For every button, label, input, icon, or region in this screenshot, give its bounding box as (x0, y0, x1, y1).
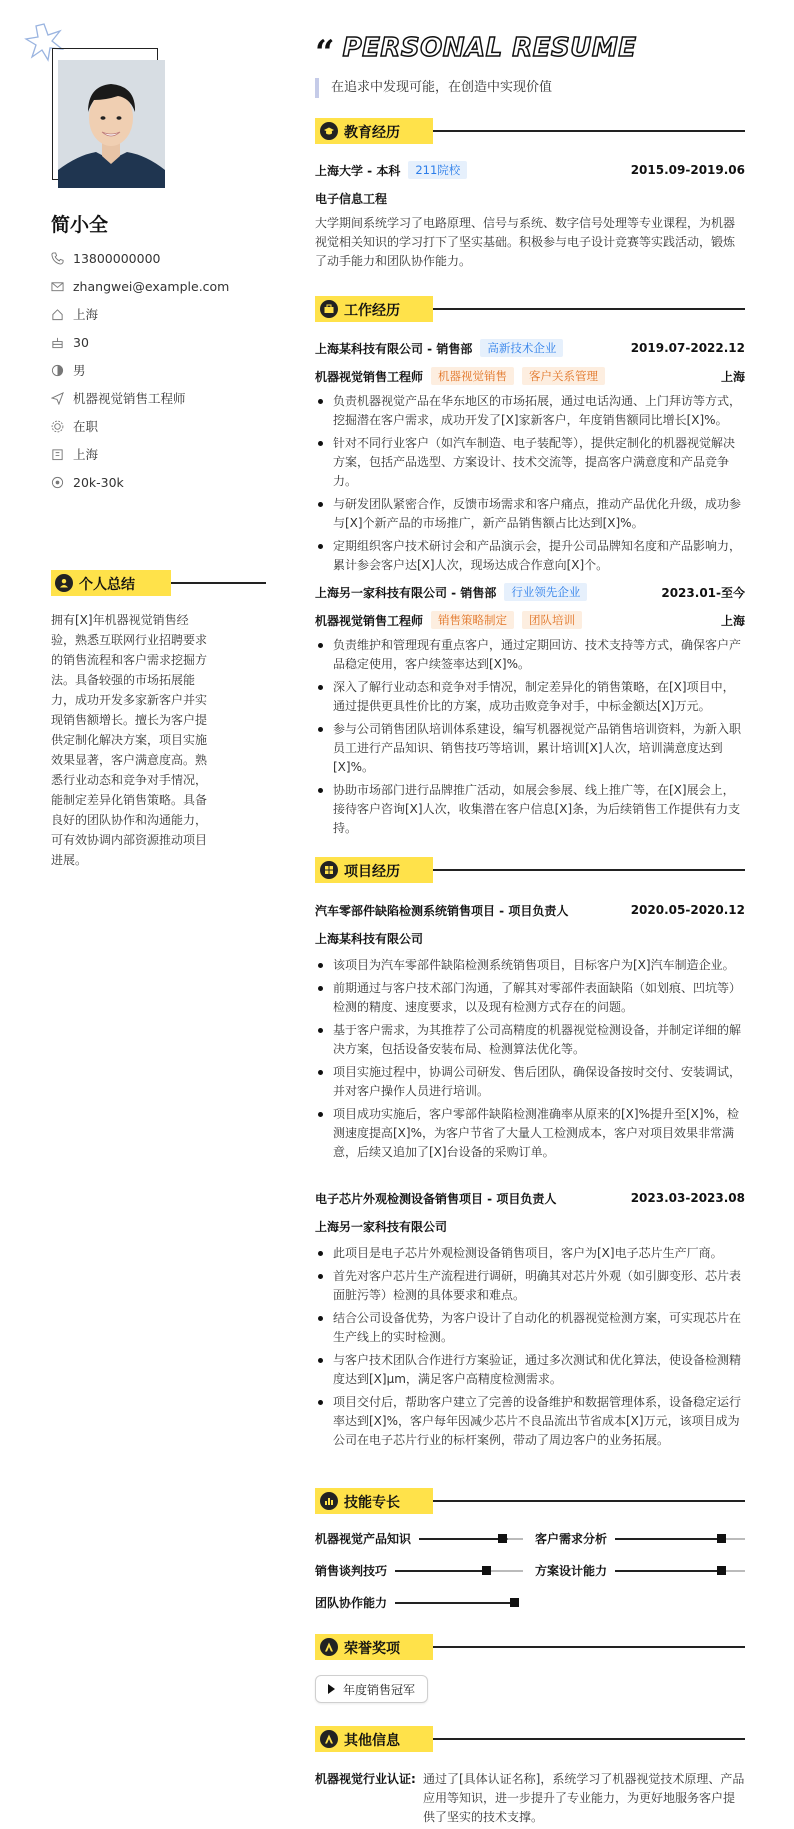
list-item: 参与公司销售团队培训体系建设，编写机器视觉产品销售培训资料，为新入职员工进行产品知识、销售技巧等培训，累计培训[X]人次，培训满意度达到[X]%。 (315, 720, 745, 777)
project-1-date: 2020.05-2020.12 (630, 903, 745, 917)
list-item: 项目成功实施后，客户零部件缺陷检测准确率从原来的[X]%提升至[X]%，检测速度提高[X]%，为客户节省了大量人工检测成本，客户对项目效果非常满意，后续又追加了[X]台设备的采购订单。 (315, 1105, 745, 1162)
education-school: 上海大学 - 本科 (315, 163, 401, 178)
skill-name: 客户需求分析 (535, 1532, 608, 1546)
list-item: 该项目为汽车零部件缺陷检测系统销售项目，目标客户为[X]汽车制造企业。 (315, 956, 745, 975)
other-section-header (315, 1726, 745, 1752)
job-1-date: 2019.07-2022.12 (630, 341, 745, 355)
other-title: 其他信息 (344, 1733, 400, 1749)
skill-knob (510, 1598, 519, 1607)
job-2-company: 上海另一家科技有限公司 - 销售部 (315, 585, 497, 600)
info-phone-value: 13800000000 (73, 250, 161, 266)
cake-icon (51, 336, 64, 349)
job-2-bullets (315, 636, 745, 842)
skill-bar (615, 1538, 745, 1540)
info-salary-value: 20k-30k (73, 474, 124, 490)
slogan: 在追求中发现可能，在创造中实现价值 (315, 78, 552, 98)
info-age-value: 30 (73, 334, 89, 350)
projects-section-header (315, 857, 745, 883)
info-job-target-value: 机器视觉销售工程师 (73, 391, 186, 406)
info-hometown-value: 上海 (73, 307, 99, 322)
job-1-role-tag: 客户关系管理 (522, 367, 605, 385)
summary-title: 个人总结 (79, 577, 135, 593)
honors-title: 荣誉奖项 (344, 1641, 400, 1657)
project-2-company-row (315, 1216, 745, 1236)
candidate-name: 简小全 (51, 214, 109, 236)
award-icon (320, 1638, 338, 1656)
list-item: 此项目是电子芯片外观检测设备销售项目，客户为[X]电子芯片生产厂商。 (315, 1244, 745, 1263)
project-1-row (315, 900, 745, 920)
project-1-company: 上海某科技有限公司 (315, 931, 424, 946)
project-1-company-row (315, 928, 745, 948)
send-icon (51, 392, 64, 405)
education-date: 2015.09-2019.06 (630, 163, 745, 177)
list-item: 基于客户需求，为其推荐了公司高精度的机器视觉检测设备，并制定详细的解决方案，包括设备安装布局、检测算法优化等。 (315, 1021, 745, 1059)
graduation-cap-icon (320, 122, 338, 140)
contact-info-list (51, 244, 229, 496)
info-age (51, 328, 229, 356)
project-1-name: 汽车零部件缺陷检测系统销售项目 - 项目负责人 (315, 903, 569, 918)
home-icon (51, 308, 64, 321)
list-item: 负责维护和管理现有重点客户，通过定期回访、技术支持等方式，确保客户产品稳定使用，客户续签率达到[X]%。 (315, 636, 745, 674)
job-1-role-tag: 机器视觉销售 (431, 367, 514, 385)
quote-mark: “ (315, 33, 335, 73)
list-item: 协助市场部门进行品牌推广活动，如展会参展、线上推广等，在[X]展会上，接待客户咨询[X]人次，收集潜在客户信息[X]条，为后续销售工作提供有力支持。 (315, 781, 745, 838)
list-item: 负责机器视觉产品在华东地区的市场拓展，通过电话沟通、上门拜访等方式，挖掘潜在客户需求，成功开发了[X]家新客户，年度销售额同比增长[X]%。 (315, 392, 745, 430)
summary-text: 拥有[X]年机器视觉销售经验，熟悉互联网行业招聘要求的销售流程和客户需求挖掘方法。具备较强的市场拓展能力，成功开发多家新客户并实现销售额增长。擅长为客户提供定制化解决方案，项目实施效果显著，客户满意度高。熟悉行业动态和竞争对手情况，能制定差异化销售策略。具备良好的团队协作和沟通能力，可有效协调内部资源推动项目进展。 (51, 613, 208, 867)
status-icon (51, 420, 64, 433)
list-item: 针对不同行业客户（如汽车制造、电子装配等），提供定制化的机器视觉解决方案，包括产品选型、方案设计、技术交流等，提高客户满意度和产品竞争力。 (315, 434, 745, 491)
education-desc: 大学期间系统学习了电路原理、信号与系统、数字信号处理等专业课程，为机器视觉相关知识的学习打下了坚实基础。积极参与电子设计竞赛等实践活动，锻炼了动手能力和团队协作能力。 (315, 216, 736, 268)
other-label: 机器视觉行业认证: (315, 1772, 416, 1786)
left-column (0, 0, 230, 1829)
job-1-company-row (315, 338, 745, 358)
list-item: 前期通过与客户技术部门沟通，了解其对零部件表面缺陷（如划痕、凹坑等）检测的精度、速度要求，以及现有检测方式存在的问题。 (315, 979, 745, 1017)
info-city-value: 上海 (73, 447, 99, 462)
info-icon (320, 1730, 338, 1748)
job-1-bullets (315, 392, 745, 579)
info-job-target (51, 384, 229, 412)
education-tag: 211院校 (408, 161, 467, 179)
honors-section-header (315, 1634, 745, 1660)
job-2-city: 上海 (720, 613, 745, 628)
skill-name: 团队协作能力 (315, 1596, 388, 1610)
other-info-row (315, 1770, 745, 1827)
education-section-header (315, 118, 745, 144)
info-status (51, 412, 229, 440)
job-2-company-row (315, 582, 745, 602)
list-item: 与客户技术团队合作进行方案验证，通过多次测试和优化算法，使设备检测精度达到[X]μm，满足客户高精度检测需求。 (315, 1351, 745, 1389)
job-2-role: 机器视觉销售工程师 (315, 613, 424, 628)
skill-row (535, 1530, 745, 1547)
skill-knob (717, 1534, 726, 1543)
job-2-date: 2023.01-至今 (661, 585, 745, 600)
summary-section-header (51, 570, 216, 596)
grid-icon (320, 861, 338, 879)
info-status-value: 在职 (73, 419, 99, 434)
education-row (315, 160, 745, 180)
project-2-bullets (315, 1244, 745, 1454)
list-item: 定期组织客户技术研讨会和产品演示会，提升公司品牌知名度和产品影响力，累计参会客户达[X]人次，现场达成合作意向[X]个。 (315, 537, 745, 575)
phone-icon (51, 252, 64, 265)
mail-icon (51, 280, 64, 293)
list-item: 首先对客户芯片生产流程进行调研，明确其对芯片外观（如引脚变形、芯片表面脏污等）检测的具体要求和难点。 (315, 1267, 745, 1305)
work-title: 工作经历 (344, 303, 400, 319)
info-gender (51, 356, 229, 384)
education-major: 电子信息工程 (315, 191, 388, 206)
list-item: 与研发团队紧密合作，反馈市场需求和客户痛点，推动产品优化升级，成功参与[X]个新产品的市场推广，新产品销售额占比达到[X]%。 (315, 495, 745, 533)
skill-bar (615, 1570, 745, 1572)
list-item: 深入了解行业动态和竞争对手情况，制定差异化的销售策略，在[X]项目中，通过提供更具性价比的方案，成功击败竞争对手，中标金额达[X]万元。 (315, 678, 745, 716)
info-email-value: zhangwei@example.com (73, 278, 230, 294)
skill-row (315, 1594, 519, 1611)
skill-bar (395, 1570, 523, 1572)
skill-knob (482, 1566, 491, 1575)
info-email (51, 272, 229, 300)
play-icon (328, 1684, 335, 1694)
skill-row (535, 1562, 745, 1579)
user-icon (55, 574, 73, 592)
skill-name: 机器视觉产品知识 (315, 1532, 412, 1546)
salary-icon (51, 476, 64, 489)
list-item: 项目实施过程中，协调公司研发、售后团队，确保设备按时交付、安装调试，并对客户操作人员进行培训。 (315, 1063, 745, 1101)
award-name: 年度销售冠军 (343, 1682, 416, 1697)
skill-knob (498, 1534, 507, 1543)
job-2-role-tag: 销售策略制定 (431, 611, 514, 629)
info-gender-value: 男 (73, 363, 86, 378)
skill-name: 销售谈判技巧 (315, 1564, 388, 1578)
award-chip (315, 1675, 428, 1703)
skill-bar (419, 1538, 523, 1540)
projects-title: 项目经历 (344, 864, 400, 880)
info-hometown (51, 300, 229, 328)
skill-bar (395, 1602, 519, 1604)
skills-title: 技能专长 (344, 1495, 400, 1511)
project-1-bullets (315, 956, 745, 1166)
skill-knob (717, 1566, 726, 1575)
list-item: 项目交付后，帮助客户建立了完善的设备维护和数据管理体系，设备稳定运行率达到[X]%，客户每年因减少芯片不良品流出节省成本[X]万元，该项目成为公司在电子芯片行业的标杆案例，带动了周边客户的业务拓展。 (315, 1393, 745, 1450)
project-2-name: 电子芯片外观检测设备销售项目 - 项目负责人 (315, 1191, 557, 1206)
job-1-role: 机器视觉销售工程师 (315, 369, 424, 384)
job-1-company-tag: 高新技术企业 (480, 339, 563, 357)
info-city (51, 440, 229, 468)
info-salary (51, 468, 229, 496)
education-title: 教育经历 (344, 125, 400, 141)
work-section-header (315, 296, 745, 322)
job-1-city: 上海 (720, 369, 745, 384)
location-icon (51, 448, 64, 461)
skill-name: 方案设计能力 (535, 1564, 608, 1578)
job-2-role-row (315, 610, 745, 630)
job-1-role-row (315, 366, 745, 386)
education-major-row (315, 188, 745, 208)
other-text: 通过了[具体认证名称]，系统学习了机器视觉技术原理、产品应用等知识，进一步提升了专业能力，为更好地服务客户提供了坚实的技术支撑。 (423, 1772, 745, 1824)
project-2-date: 2023.03-2023.08 (630, 1191, 745, 1205)
skills-section-header (315, 1488, 745, 1514)
list-item: 结合公司设备优势，为客户设计了自动化的机器视觉检测方案，可实现芯片在生产线上的实时检测。 (315, 1309, 745, 1347)
project-2-company: 上海另一家科技有限公司 (315, 1219, 448, 1234)
job-2-company-tag: 行业领先企业 (504, 583, 587, 601)
resume-title-row (315, 30, 637, 73)
briefcase-icon (320, 300, 338, 318)
skill-row (315, 1530, 523, 1547)
skill-row (315, 1562, 523, 1579)
avatar (58, 60, 165, 188)
job-2-role-tag: 团队培训 (522, 611, 582, 629)
job-1-company: 上海某科技有限公司 - 销售部 (315, 341, 473, 356)
resume-title: PERSONAL RESUME (342, 33, 637, 63)
bar-chart-icon (320, 1492, 338, 1510)
gender-icon (51, 364, 64, 377)
info-phone (51, 244, 229, 272)
project-2-row (315, 1188, 745, 1208)
